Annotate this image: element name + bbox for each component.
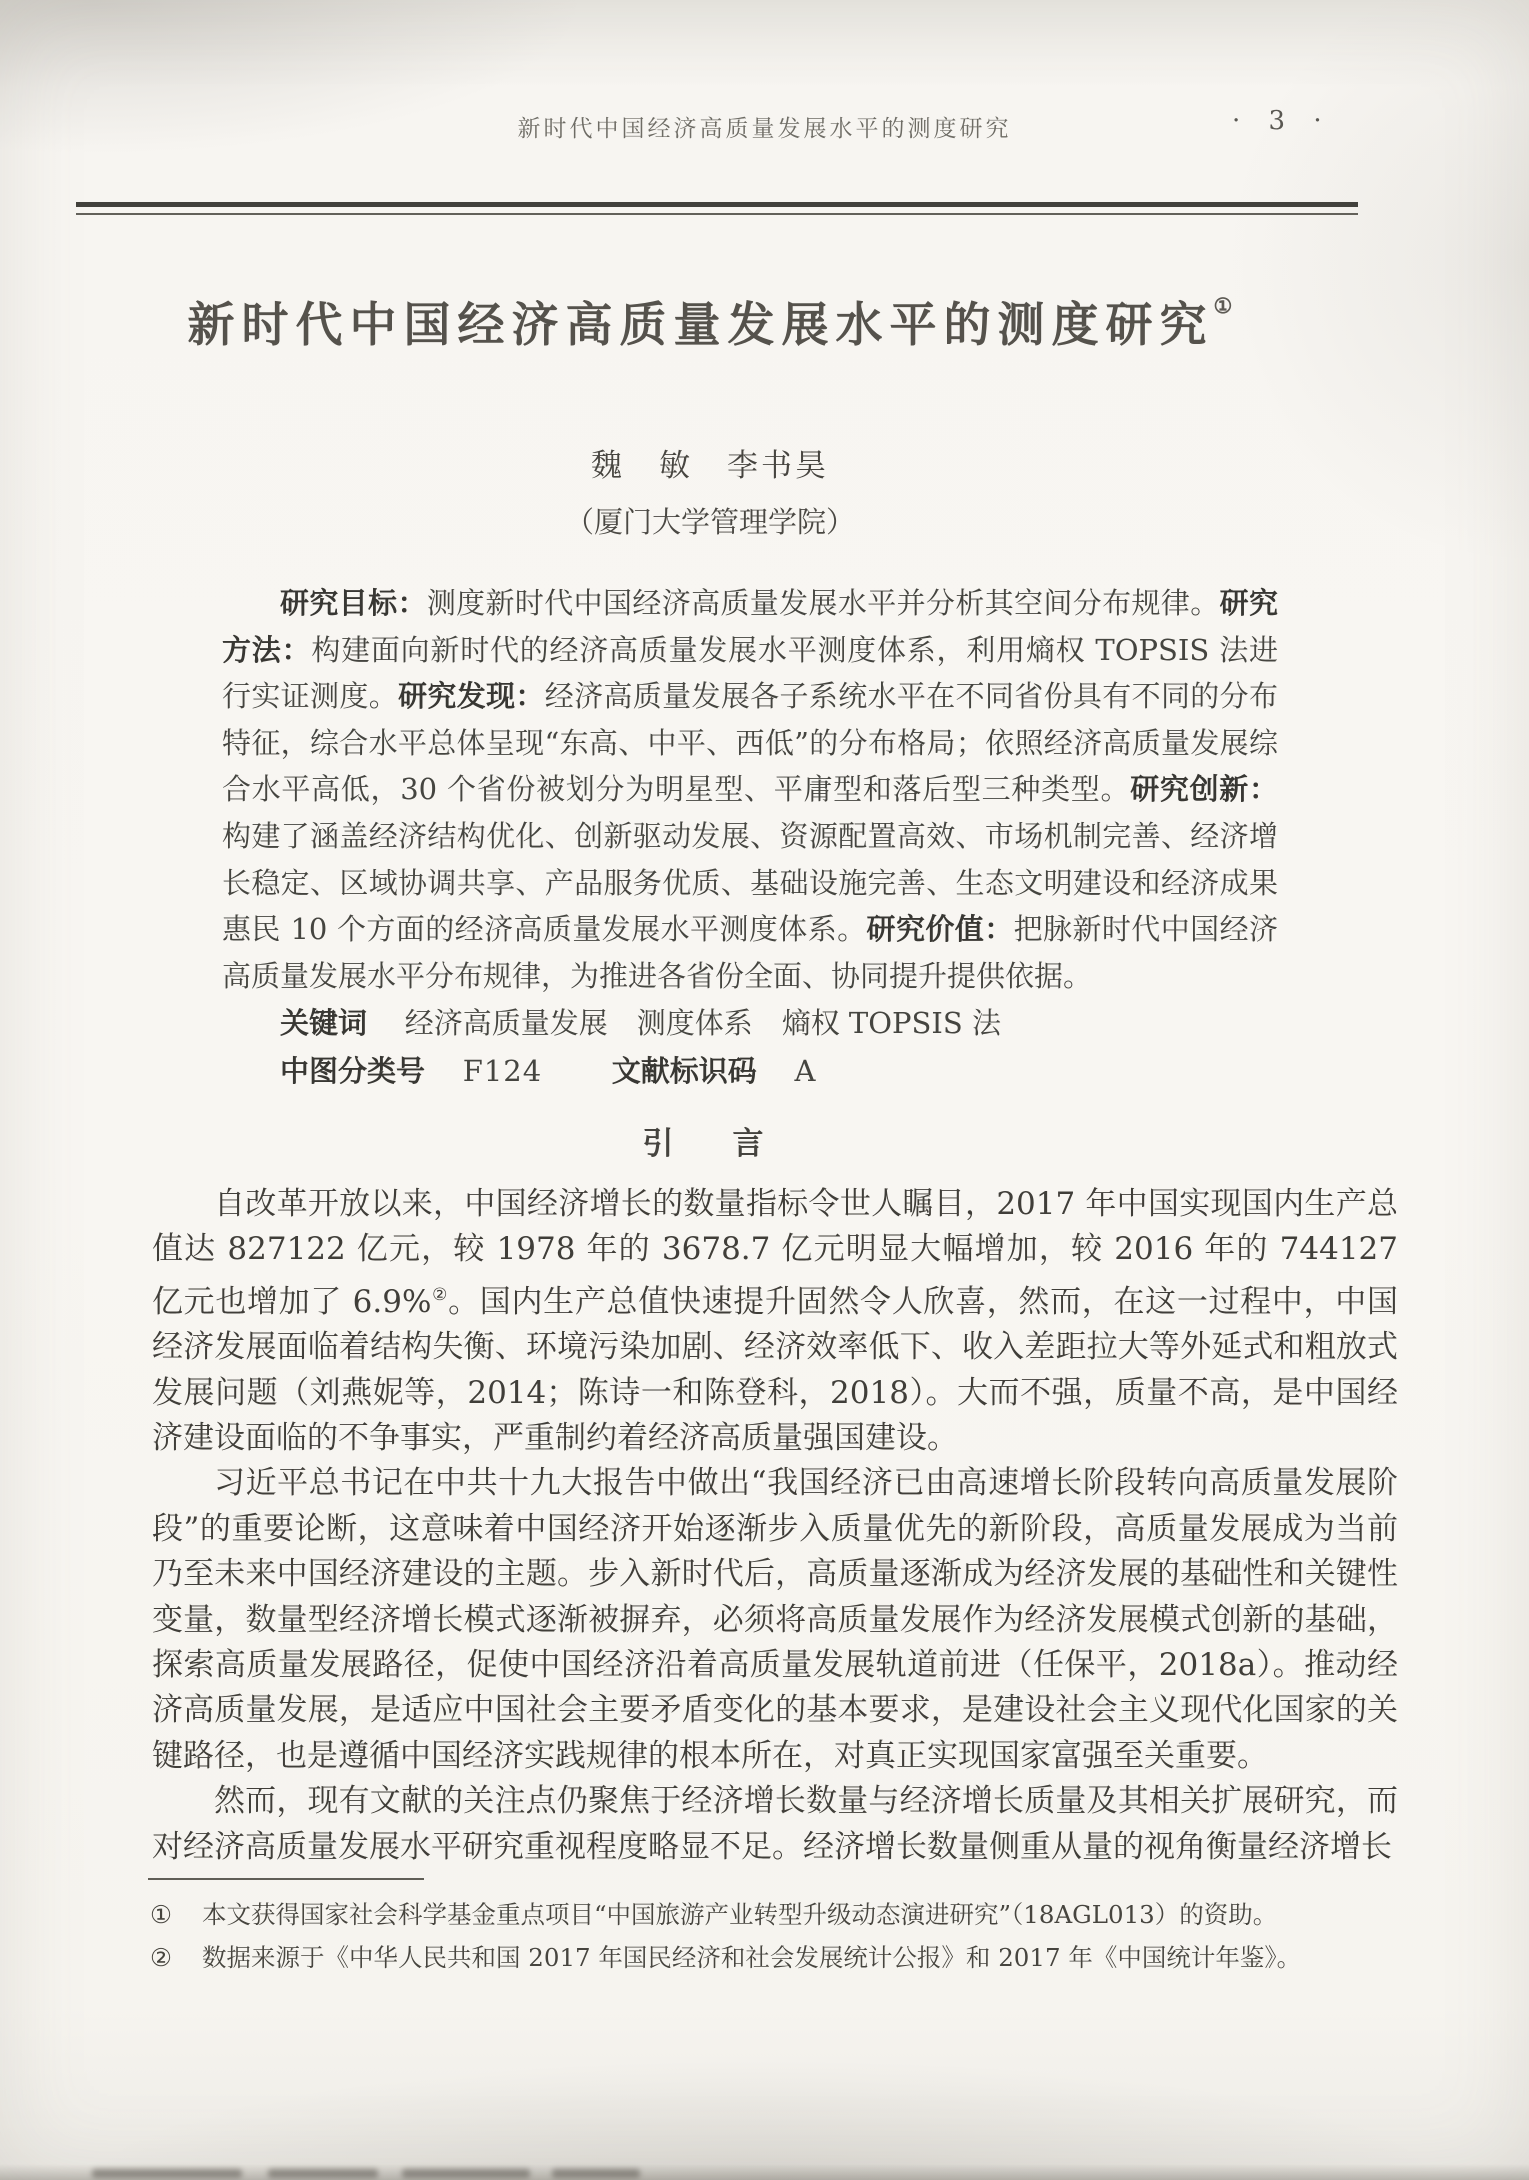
abstract-segment-label: 研究方法： <box>222 586 1278 667</box>
title-footnote-mark: ① <box>1213 293 1233 318</box>
intro-paragraphs <box>152 1182 1398 1870</box>
scan-artifact <box>268 2169 378 2178</box>
footnote-mark: ① <box>150 1900 172 1929</box>
footnote-item <box>150 1898 1400 1931</box>
footnote-text: 数据来源于《中华人民共和国 2017 年国民经济和社会发展统计公报》和 2017 年《中国统计年鉴》。 <box>202 1943 1302 1972</box>
abstract-segment-label: 研究目标： <box>280 586 427 620</box>
header-rule-thin <box>76 213 1358 215</box>
footnote-reference-mark: ② <box>431 1284 449 1305</box>
body-paragraph: 然而，现有文献的关注点仍聚焦于经济增长数量与经济增长质量及其相关扩展研究，而对经济高质量发展水平研究重视程度略显不足。经济增长数量侧重从量的视角衡量经济增长 <box>152 1783 1398 1865</box>
scan-artifact <box>402 2169 530 2178</box>
abstract-segment-text: 经济高质量发展各子系统水平在不同省份具有不同的分布特征，综合水平总体呈现“东高、中平、西低”的分布格局；依照经济高质量发展综合水平高低，30 个省份被划分为明星型、平庸型和落后型三种类型。 <box>222 679 1278 807</box>
clc-line <box>222 1048 1278 1095</box>
footnote-mark: ② <box>150 1943 172 1972</box>
keywords-values: 经济高质量发展 测度体系 熵权 TOPSIS 法 <box>404 1006 1001 1041</box>
scan-artifact <box>552 2169 640 2178</box>
doc-type-value: A <box>794 1053 817 1088</box>
affiliation: （厦门大学管理学院） <box>564 505 855 539</box>
body-paragraph: 自改革开放以来，中国经济增长的数量指标令世人瞩目，2017 年中国实现国内生产总值达 827122 亿元，较 1978 年的 3678.7 亿元明显大幅增加，较 2016 年的 744127 亿元也增加了 6.9%②。国内生产总值快速提升固然令人欣喜，然而，在这一过程中，中国经济发展面临着结构失衡、环境污染加剧、经济效率低下、收入差距拉大等外延式和粗放式发展问题（刘燕妮等，2014；陈诗一和陈登科，2018）。大而不强，质量不高，是中国经济建设面临的不争事实，严重制约着经济高质量强国建设。 <box>152 1186 1398 1457</box>
keywords-line <box>222 1000 1278 1047</box>
abstract-segment-label: 研究价值： <box>866 912 1014 947</box>
scan-artifact <box>92 2169 242 2178</box>
clc-label: 中图分类号 <box>280 1053 426 1088</box>
abstract-segment-text: 测度新时代中国经济高质量发展水平并分析其空间分布规律。 <box>426 586 1220 620</box>
footnote-divider <box>148 1878 424 1880</box>
running-title: 新时代中国经济高质量发展水平的测度研究 <box>517 116 1012 142</box>
doc-type-label: 文献标识码 <box>611 1053 757 1088</box>
footnote-text: 本文获得国家社会科学基金重点项目“中国旅游产业转型升级动态演进研究”（18AGL013）的资助。 <box>202 1900 1278 1929</box>
footnote-item <box>150 1941 1400 1974</box>
keywords-label: 关键词 <box>280 1006 368 1041</box>
footnotes <box>150 1898 1400 1984</box>
abstract-text <box>222 580 1278 999</box>
abstract-segment-text: 构建了涵盖经济结构优化、创新驱动发展、资源配置高效、市场机制完善、经济增长稳定、区域协调共享、产品服务优质、基础设施完善、生态文明建设和经济成果惠民 10 个方面的经济高质量发展水平测度体系。 <box>222 818 1278 947</box>
authors: 魏 敏 李书昊 <box>591 448 829 484</box>
page-number: · 3 · <box>1232 106 1332 136</box>
abstract-segment-text: 把脉新时代中国经济高质量发展水平分布规律，为推进各省份全面、协同提升提供依据。 <box>222 912 1278 993</box>
body-paragraph: 习近平总书记在中共十九大报告中做出“我国经济已由高速增长阶段转向高质量发展阶段”的重要论断，这意味着中国经济开始逐渐步入质量优先的新阶段，高质量发展成为当前乃至未来中国经济建设的主题。步入新时代后，高质量逐渐成为经济发展的基础性和关键性变量，数量型经济增长模式逐渐被摒弃，必须将高质量发展作为经济发展模式创新的基础，探索高质量发展路径，促使中国经济沿着高质量发展轨道前进（任保平，2018a）。推动经济高质量发展，是适应中国社会主要矛盾变化的基本要求，是建设社会主义现代化国家的关键路径，也是遵循中国经济实践规律的根本所在，对真正实现国家富强至关重要。 <box>152 1465 1398 1774</box>
abstract-segment-label: 研究创新： <box>1130 772 1278 807</box>
abstract-block <box>222 580 1278 1095</box>
clc-value: F124 <box>462 1053 543 1088</box>
header-rule-thick <box>76 202 1358 207</box>
section-heading: 引 言 <box>642 1126 778 1162</box>
abstract-segment-label: 研究发现： <box>398 679 545 714</box>
abstract-segment-text: 构建面向新时代的经济高质量发展水平测度体系，利用熵权 TOPSIS 法进行实证测度。 <box>222 632 1278 714</box>
article-title-text: 新时代中国经济高质量发展水平的测度研究 <box>187 298 1214 353</box>
article-title <box>130 288 1290 355</box>
